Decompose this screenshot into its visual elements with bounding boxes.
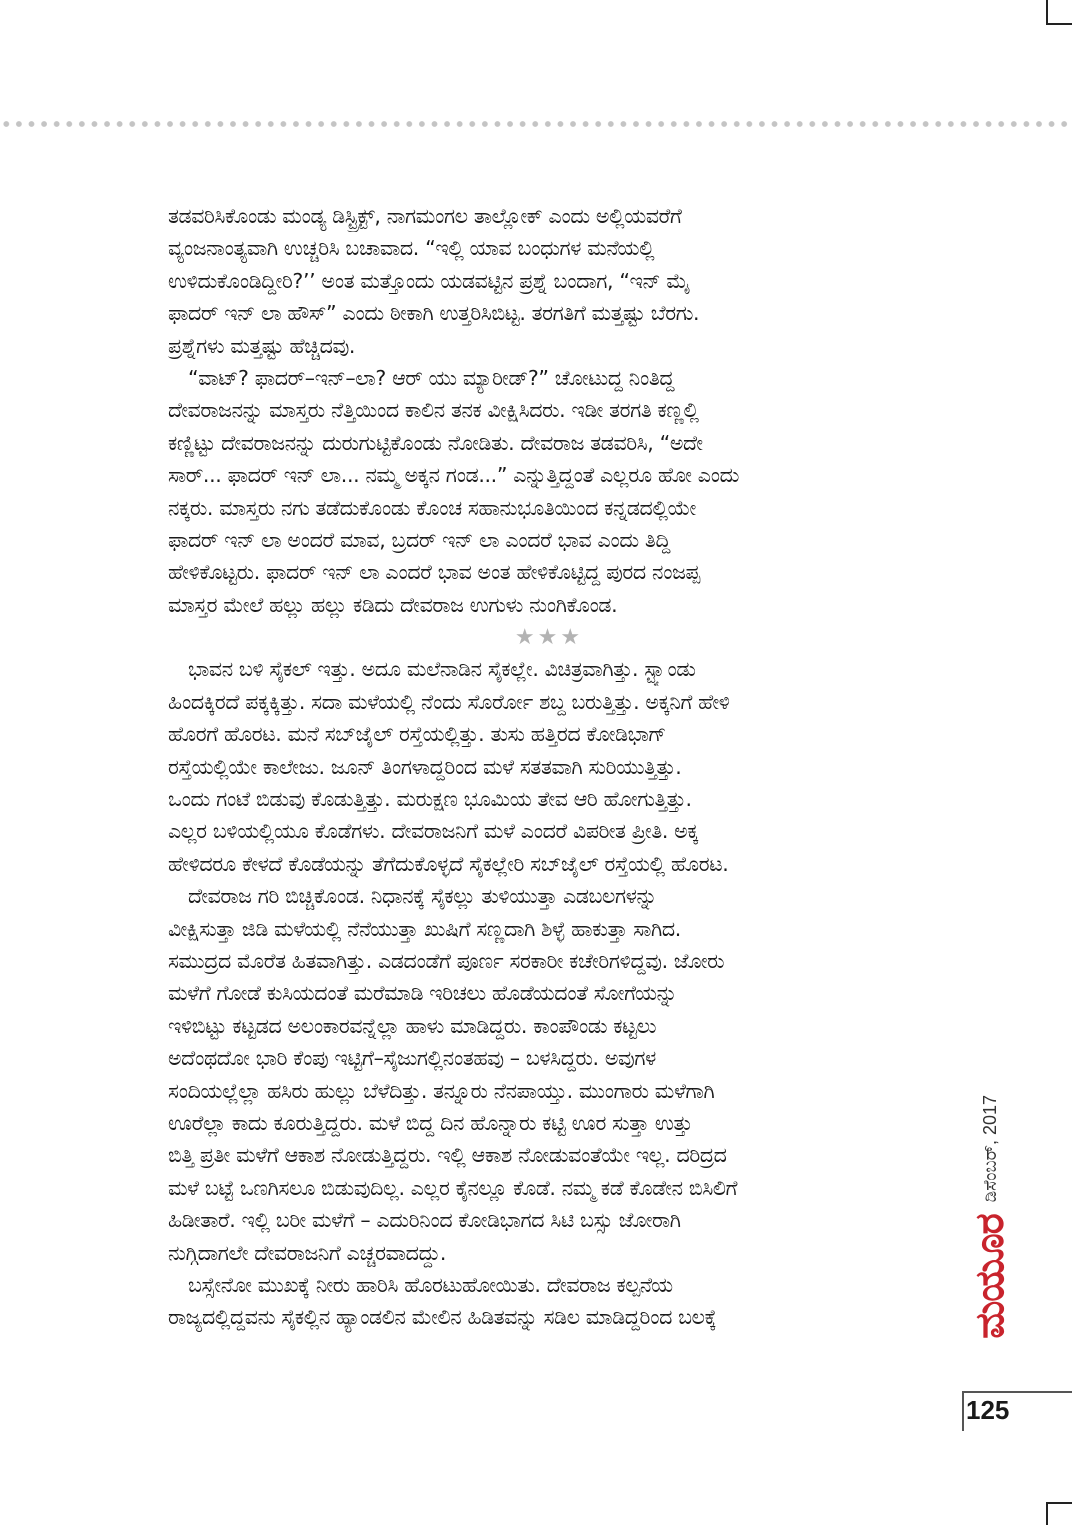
- text-line: ಒಂದು ಗಂಟೆ ಬಿಡುವು ಕೊಡುತ್ತಿತ್ತು. ಮರುಕ್ಷಣ ಭೂಮಿಯ ತೇವ ಆರಿ ಹೋಗುತ್ತಿತ್ತು.: [168, 787, 692, 812]
- text-line: ಮಾಸ್ತರ ಮೇಲೆ ಹಲ್ಲು ಹಲ್ಲು ಕಡಿದು ದೇವರಾಜ ಉಗುಳು ನುಂಗಿಕೊಂಡ.: [168, 592, 618, 617]
- text-line: ಫಾದರ್ ಇನ್ ಲಾ ಅಂದರೆ ಮಾವ, ಬ್ರದರ್ ಇನ್ ಲಾ ಎಂದರೆ ಭಾವ ಎಂದು ತಿದ್ದಿ: [168, 527, 671, 552]
- crop-mark-bottom: [1046, 1502, 1072, 1504]
- text-line: ಹೊರಗೆ ಹೊರಟ. ಮನೆ ಸಬ್‌ಜೈಲ್ ರಸ್ತೆಯಲ್ಲಿತ್ತು. ತುಸು ಹತ್ತಿರದ ಕೋಡಿಭಾಗ್: [168, 722, 666, 747]
- text-line: ಫಾದರ್ ಇನ್ ಲಾ ಹೌಸ್” ಎಂದು ಠೀಕಾಗಿ ಉತ್ತರಿಸಿಬಿಟ್ಟ. ತರಗತಿಗೆ ಮತ್ತಷ್ಟು ಬೆರಗು.: [168, 301, 700, 326]
- text-line: ಸಂದಿಯಲ್ಲೆಲ್ಲಾ ಹಸಿರು ಹುಲ್ಲು ಬೆಳೆದಿತ್ತು. ತನ್ನೂರು ನೆನಪಾಯ್ತು. ಮುಂಗಾರು ಮಳೆಗಾಗಿ: [168, 1078, 715, 1103]
- text-line: ಸಾರ್... ಫಾದರ್ ಇನ್ ಲಾ... ನಮ್ಮ ಅಕ್ಕನ ಗಂಡ...” ಎನ್ನುತ್ತಿದ್ದಂತೆ ಎಲ್ಲರೂ ಹೋ ಎಂದು: [168, 463, 740, 488]
- text-line: ಊರೆಲ್ಲಾ ಕಾದು ಕೂರುತ್ತಿದ್ದರು. ಮಳೆ ಬಿದ್ದ ದಿನ ಹೊನ್ನಾರು ಕಟ್ಟಿ ಊರ ಸುತ್ತಾ ಉತ್ತು: [168, 1110, 693, 1135]
- text-line: ಹೇಳಿದರೂ ಕೇಳದೆ ಕೊಡೆಯನ್ನು ತೆಗೆದುಕೊಳ್ಳದೆ ಸೈಕಲ್ಲೇರಿ ಸಬ್‌ಜೈಲ್ ರಸ್ತೆಯಲ್ಲಿ ಹೊರಟ.: [168, 851, 729, 876]
- text-line: ಹೇಳಿಕೊಟ್ಟರು. ಫಾದರ್ ಇನ್ ಲಾ ಎಂದರೆ ಭಾವ ಅಂತ ಹೇಳಿಕೊಟ್ಟಿದ್ದ ಪುರದ ನಂಜಪ್ಪ: [168, 560, 700, 585]
- page-number: 125: [966, 1395, 1010, 1425]
- folio-rule-vertical: [962, 1391, 964, 1431]
- text-line: ರಾಜ್ಯದಲ್ಲಿದ್ದವನು ಸೈಕಲ್ಲಿನ ಹ್ಯಾಂಡಲಿನ ಮೇಲಿನ ಹಿಡಿತವನ್ನು ಸಡಿಲ ಮಾಡಿದ್ದರಿಂದ ಬಲಕ್ಕೆ: [168, 1305, 717, 1330]
- magazine-name: ಮಯೂರ: [967, 1214, 1013, 1339]
- text-line: ದೇವರಾಜನನ್ನು ಮಾಸ್ತರು ನೆತ್ತಿಯಿಂದ ಕಾಲಿನ ತನಕ ವೀಕ್ಷಿಸಿದರು. ಇಡೀ ತರಗತಿ ಕಣ್ಣಲ್ಲಿ: [168, 398, 699, 423]
- text-line: ನುಗ್ಗಿದಾಗಲೇ ದೇವರಾಜನಿಗೆ ಎಚ್ಚರವಾದದ್ದು.: [168, 1240, 447, 1265]
- dotted-rule: [0, 119, 1072, 129]
- text-line: ಕಣ್ಣಿಟ್ಟು ದೇವರಾಜನನ್ನು ದುರುಗುಟ್ಟಿಕೊಂಡು ನೋಡಿತು. ದೇವರಾಜ ತಡವರಿಸಿ, “ಅದೇ: [168, 430, 703, 455]
- text-line: ಹಿಂದಕ್ಕಿರದೆ ಪಕ್ಕಕ್ಕಿತ್ತು. ಸದಾ ಮಳೆಯಲ್ಲಿ ನೆಂದು ಸೊರ್ರೋ ಶಬ್ದ ಬರುತ್ತಿತ್ತು. ಅಕ್ಕನಿಗೆ ಹೇಳಿ: [168, 689, 730, 714]
- text-line: ಇಳಿಬಿಟ್ಟು ಕಟ್ಟಡದ ಅಲಂಕಾರವನ್ನೆಲ್ಲಾ ಹಾಳು ಮಾಡಿದ್ದರು. ಕಾಂಪೌಂಡು ಕಟ್ಟಲು: [168, 1013, 657, 1038]
- article-body: [168, 200, 920, 1334]
- text-line: ಎಲ್ಲರ ಬಳಿಯಲ್ಲಿಯೂ ಕೊಡೆಗಳು. ದೇವರಾಜನಿಗೆ ಮಳೆ ಎಂದರೆ ವಿಪರೀತ ಪ್ರೀತಿ. ಅಕ್ಕ: [168, 819, 699, 844]
- text-line: ಭಾವನ ಬಳಿ ಸೈಕಲ್ ಇತ್ತು. ಅದೂ ಮಲೆನಾಡಿನ ಸೈಕಲ್ಲೇ. ವಿಚಿತ್ರವಾಗಿತ್ತು. ಸ್ಟ್ಯಾಂಡು: [188, 657, 696, 682]
- magazine-sidebar: [962, 1095, 1018, 1385]
- text-line: ಮಳೆ ಬಟ್ಟೆ ಒಣಗಿಸಲೂ ಬಿಡುವುದಿಲ್ಲ. ಎಲ್ಲರ ಕೈನಲ್ಲೂ ಕೊಡೆ. ನಮ್ಮ ಕಡೆ ಕೊಡೇನ ಬಿಸಿಲಿಗೆ: [168, 1175, 738, 1200]
- crop-mark-bottom: [1046, 1502, 1048, 1525]
- text-line: ವೀಕ್ಷಿಸುತ್ತಾ ಜಿಡಿ ಮಳೆಯಲ್ಲಿ ನೆನೆಯುತ್ತಾ ಖುಷಿಗೆ ಸಣ್ಣದಾಗಿ ಶಿಳ್ಳೆ ಹಾಕುತ್ತಾ ಸಾಗಿದ.: [168, 916, 681, 941]
- section-separator-stars: ★★★: [514, 625, 584, 651]
- text-line: ಬಿತ್ತಿ ಪ್ರತೀ ಮಳೆಗೆ ಆಕಾಶ ನೋಡುತ್ತಿದ್ದರು. ಇಲ್ಲಿ ಆಕಾಶ ನೋಡುವಂತೆಯೇ ಇಲ್ಲ. ದರಿದ್ರದ: [168, 1143, 727, 1168]
- issue-date: ಡಿಸೆಂಬರ್, 2017: [980, 1095, 1000, 1203]
- text-line: “ವಾಟ್? ಫಾದರ್–ಇನ್–ಲಾ? ಆರ್ ಯು ಮ್ಯಾರೀಡ್?” ಚೋಟುದ್ದ ನಿಂತಿದ್ದ: [188, 365, 675, 390]
- text-line: ದೇವರಾಜ ಗರಿ ಬಿಚ್ಚಿಕೊಂಡ. ನಿಧಾನಕ್ಕೆ ಸೈಕಲ್ಲು ತುಳಿಯುತ್ತಾ ಎಡಬಲಗಳನ್ನು: [188, 884, 657, 909]
- text-line: ಬಸ್ಸೇನೋ ಮುಖಕ್ಕೆ ನೀರು ಹಾರಿಸಿ ಹೊರಟುಹೋಯಿತು. ದೇವರಾಜ ಕಲ್ಪನೆಯ: [188, 1272, 673, 1297]
- text-line: ಸಮುದ್ರದ ಮೊರೆತ ಹಿತವಾಗಿತ್ತು. ಎಡದಂಡೆಗೆ ಪೂರ್ಣ ಸರಕಾರೀ ಕಚೇರಿಗಳಿದ್ದವು. ಜೋರು: [168, 948, 725, 973]
- text-line: ವ್ಯಂಜನಾಂತ್ಯವಾಗಿ ಉಚ್ಚರಿಸಿ ಬಚಾವಾದ. “ಇಲ್ಲಿ ಯಾವ ಬಂಧುಗಳ ಮನೆಯಲ್ಲಿ: [168, 236, 655, 261]
- text-line: ತಡವರಿಸಿಕೊಂಡು ಮಂಡ್ಯ ಡಿಸ್ಟ್ರಿಕ್ಟ್, ನಾಗಮಂಗಲ ತಾಲ್ಲೋಕ್ ಎಂದು ಅಲ್ಲಿಯವರೆಗೆ: [168, 204, 682, 228]
- text-line: ಹಿಡೀತಾರೆ. ಇಲ್ಲಿ ಬರೀ ಮಳೆಗೆ – ಎದುರಿನಿಂದ ಕೋಡಿಭಾಗದ ಸಿಟಿ ಬಸ್ಸು ಜೋರಾಗಿ: [168, 1208, 681, 1233]
- text-line: ಅದೆಂಥದೋ ಭಾರಿ ಕೆಂಪು ಇಟ್ಟಿಗೆ–ಸೈಜುಗಲ್ಲಿನಂತಹವು – ಬಳಸಿದ್ದರು. ಅವುಗಳ: [168, 1046, 656, 1071]
- crop-mark-top: [1046, 23, 1072, 25]
- crop-mark-top: [1046, 0, 1048, 24]
- text-line: ಮಳೆಗೆ ಗೋಡೆ ಕುಸಿಯದಂತೆ ಮರೆಮಾಡಿ ಇರಿಚಲು ಹೊಡೆಯದಂತೆ ಸೋಗೆಯನ್ನು: [168, 981, 677, 1006]
- folio-rule: [962, 1391, 1072, 1393]
- text-line: ನಕ್ಕರು. ಮಾಸ್ತರು ನಗು ತಡೆದುಕೊಂಡು ಕೊಂಚ ಸಹಾನುಭೂತಿಯಿಂದ ಕನ್ನಡದಲ್ಲಿಯೇ: [168, 495, 696, 520]
- text-line: ರಸ್ತೆಯಲ್ಲಿಯೇ ಕಾಲೇಜು. ಜೂನ್ ತಿಂಗಳಾದ್ದರಿಂದ ಮಳೆ ಸತತವಾಗಿ ಸುರಿಯುತ್ತಿತ್ತು.: [168, 754, 682, 779]
- text-line: ಉಳಿದುಕೊಂಡಿದ್ದೀರಿ?’’ ಅಂತ ಮತ್ತೊಂದು ಯಡವಟ್ಟಿನ ಪ್ರಶ್ನೆ ಬಂದಾಗ, “ಇನ್ ಮೈ: [168, 268, 690, 293]
- text-line: ಪ್ರಶ್ನೆಗಳು ಮತ್ತಷ್ಟು ಹೆಚ್ಚಿದವು.: [168, 333, 356, 358]
